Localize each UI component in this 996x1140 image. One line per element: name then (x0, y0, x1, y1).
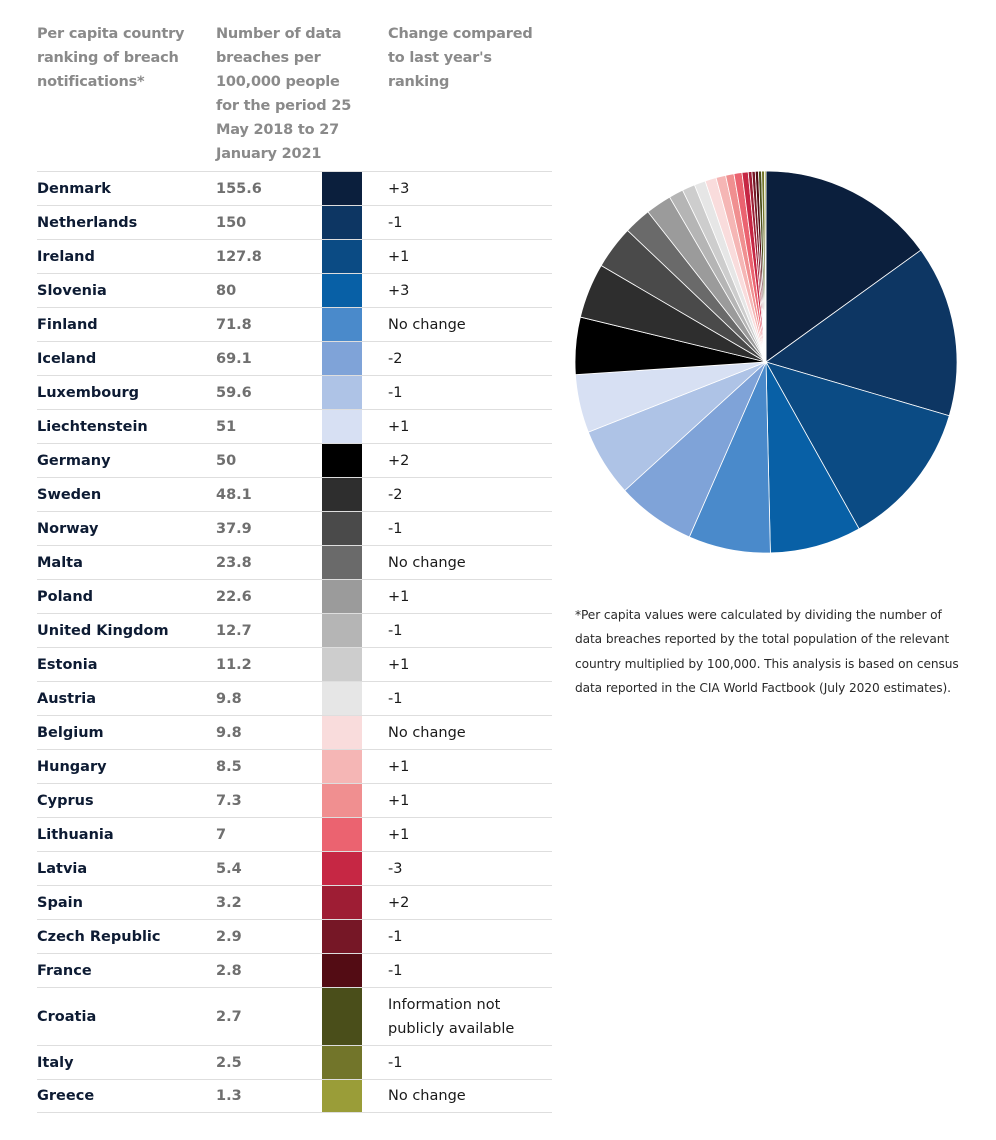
country-label: Lithuania (37, 826, 114, 843)
value-label: 22.6 (216, 588, 252, 605)
table-row (37, 307, 552, 341)
change-label: No change (388, 316, 466, 333)
color-swatch (322, 988, 362, 1045)
table-row (37, 919, 552, 953)
country-label: Latvia (37, 860, 88, 877)
country-label: Iceland (37, 350, 97, 367)
color-swatch (322, 206, 362, 239)
color-swatch (322, 478, 362, 511)
table-row (37, 477, 552, 511)
change-label: +3 (388, 282, 410, 299)
table-row (37, 205, 552, 239)
table-row (37, 953, 552, 987)
country-label: Norway (37, 520, 99, 537)
country-label: Luxembourg (37, 384, 140, 401)
table-row (37, 545, 552, 579)
table-row (37, 817, 552, 851)
table-row (37, 749, 552, 783)
value-label: 2.5 (216, 1054, 242, 1071)
change-label: +1 (388, 758, 410, 775)
table-row (37, 647, 552, 681)
country-label: Spain (37, 894, 83, 911)
pie-chart (570, 166, 962, 558)
value-label: 51 (216, 418, 237, 435)
change-label: -1 (388, 1054, 403, 1071)
value-label: 1.3 (216, 1088, 242, 1104)
table-row (37, 171, 552, 205)
country-label: Germany (37, 452, 111, 469)
change-label: +1 (388, 826, 410, 843)
table-row (37, 511, 552, 545)
value-label: 9.8 (216, 690, 242, 707)
country-label: Finland (37, 316, 98, 333)
table-row (37, 851, 552, 885)
footnote: *Per capita values were calculated by dividing the number of data breaches reported by the total population of the relevant country multiplied by 100,000. This analysis is based on census data reported in the CIA World Factbook (July 2020 estimates). (575, 608, 959, 695)
value-label: 150 (216, 214, 247, 231)
change-label: -2 (388, 350, 403, 367)
value-label: 2.7 (216, 1008, 242, 1025)
value-label: 80 (216, 282, 237, 299)
country-label: Netherlands (37, 214, 138, 231)
change-label: Information not publicly available (388, 996, 515, 1037)
table-row (37, 987, 552, 1045)
table-row (37, 1079, 552, 1113)
color-swatch (322, 580, 362, 613)
table-row (37, 885, 552, 919)
change-label: +1 (388, 588, 410, 605)
color-swatch (322, 886, 362, 919)
country-label: Italy (37, 1054, 74, 1071)
color-swatch (322, 1080, 362, 1112)
change-label: -1 (388, 520, 403, 537)
color-swatch (322, 240, 362, 273)
table-row (37, 783, 552, 817)
value-label: 5.4 (216, 860, 242, 877)
country-label: Estonia (37, 656, 98, 673)
country-label: United Kingdom (37, 622, 169, 639)
change-label: -1 (388, 962, 403, 979)
value-label: 11.2 (216, 656, 252, 673)
table-row (37, 273, 552, 307)
country-label: Denmark (37, 180, 111, 197)
color-swatch (322, 716, 362, 749)
color-swatch (322, 852, 362, 885)
color-swatch (322, 1046, 362, 1079)
color-swatch (322, 614, 362, 647)
change-label: +2 (388, 452, 410, 469)
change-label: +1 (388, 792, 410, 809)
color-swatch (322, 750, 362, 783)
table-row (37, 579, 552, 613)
color-swatch (322, 172, 362, 205)
ranking-table (37, 171, 552, 1113)
table-row (37, 239, 552, 273)
change-label: No change (388, 554, 466, 571)
value-label: 7 (216, 826, 227, 843)
table-row (37, 715, 552, 749)
value-label: 59.6 (216, 384, 252, 401)
color-swatch (322, 784, 362, 817)
color-swatch (322, 274, 362, 307)
country-label: Croatia (37, 1008, 97, 1025)
value-label: 71.8 (216, 316, 252, 333)
table-row (37, 375, 552, 409)
color-swatch (322, 920, 362, 953)
country-label: Hungary (37, 758, 107, 775)
value-label: 69.1 (216, 350, 252, 367)
value-label: 12.7 (216, 622, 252, 639)
change-label: -1 (388, 622, 403, 639)
color-swatch (322, 410, 362, 443)
country-column-header: Per capita country ranking of breach notifications* (37, 26, 185, 90)
value-label: 155.6 (216, 180, 262, 197)
value-label: 9.8 (216, 724, 242, 741)
value-column-header: Number of data breaches per 100,000 people for the period 25 May 2018 to 27 January 2021 (216, 26, 352, 162)
color-swatch (322, 546, 362, 579)
country-label: Czech Republic (37, 928, 161, 945)
change-label: +1 (388, 656, 410, 673)
country-label: Belgium (37, 724, 104, 741)
country-label: Liechtenstein (37, 418, 148, 435)
country-label: France (37, 962, 92, 979)
color-swatch (322, 376, 362, 409)
color-swatch (322, 648, 362, 681)
change-label: -1 (388, 928, 403, 945)
value-label: 127.8 (216, 248, 262, 265)
value-label: 7.3 (216, 792, 242, 809)
change-label: +1 (388, 248, 410, 265)
change-label: -1 (388, 214, 403, 231)
table-row (37, 409, 552, 443)
color-swatch (322, 342, 362, 375)
value-label: 2.8 (216, 962, 242, 979)
country-label: Slovenia (37, 282, 107, 299)
change-label: -1 (388, 690, 403, 707)
value-label: 50 (216, 452, 237, 469)
country-label: Ireland (37, 248, 95, 265)
change-label: No change (388, 1088, 466, 1104)
table-row (37, 613, 552, 647)
change-label: +2 (388, 894, 410, 911)
value-label: 23.8 (216, 554, 252, 571)
country-label: Greece (37, 1088, 95, 1104)
change-label: +3 (388, 180, 410, 197)
table-row (37, 341, 552, 375)
color-swatch (322, 308, 362, 341)
value-label: 3.2 (216, 894, 242, 911)
change-label: -3 (388, 860, 403, 877)
country-label: Austria (37, 690, 97, 707)
color-swatch (322, 954, 362, 987)
table-row (37, 443, 552, 477)
change-label: No change (388, 724, 466, 741)
change-column-header: Change compared to last year's ranking (388, 26, 533, 90)
country-label: Poland (37, 588, 94, 605)
country-label: Cyprus (37, 792, 94, 809)
change-label: -2 (388, 486, 403, 503)
color-swatch (322, 512, 362, 545)
country-label: Sweden (37, 486, 102, 503)
value-label: 48.1 (216, 486, 252, 503)
change-label: +1 (388, 418, 410, 435)
value-label: 2.9 (216, 928, 242, 945)
value-label: 37.9 (216, 520, 252, 537)
table-row (37, 1045, 552, 1079)
table-row (37, 681, 552, 715)
color-swatch (322, 444, 362, 477)
color-swatch (322, 682, 362, 715)
change-label: -1 (388, 384, 403, 401)
color-swatch (322, 818, 362, 851)
value-label: 8.5 (216, 758, 242, 775)
country-label: Malta (37, 554, 83, 571)
